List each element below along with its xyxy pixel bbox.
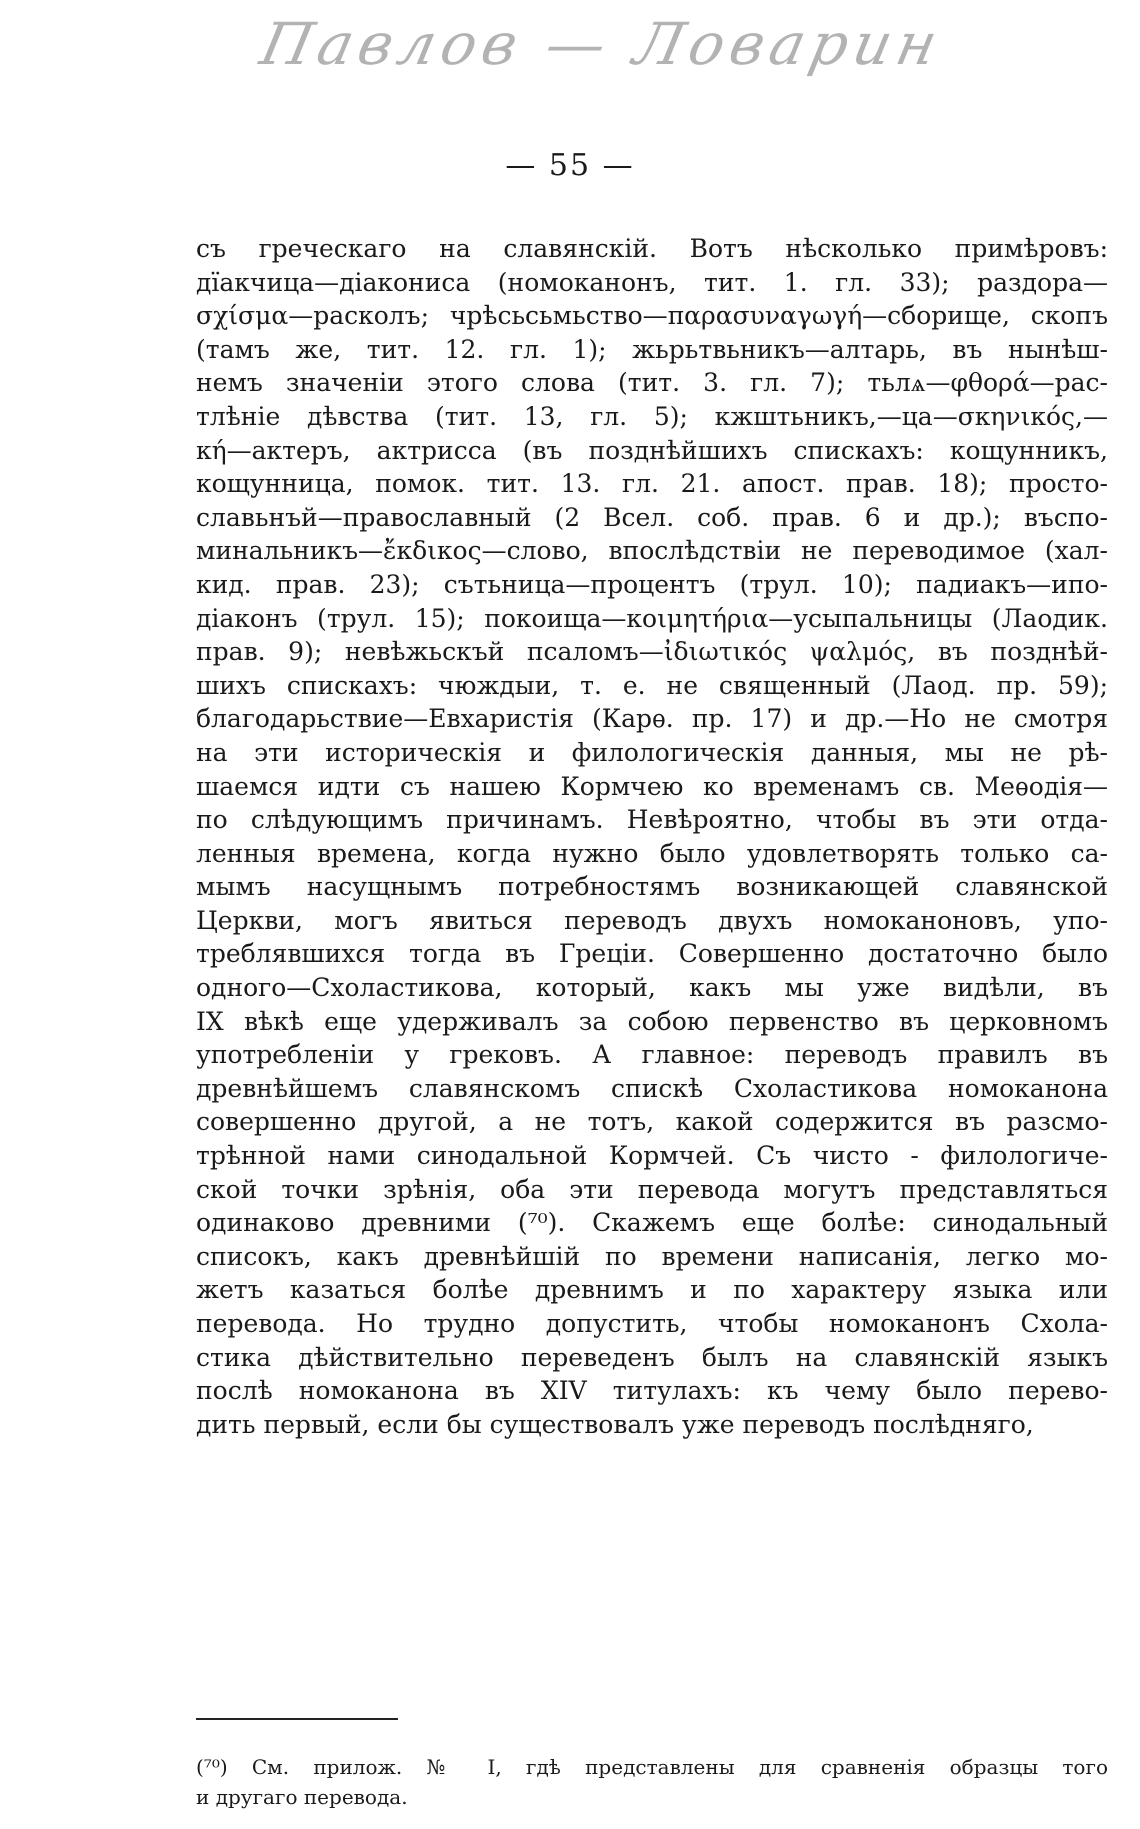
body-text bbox=[196, 232, 1108, 1441]
text-line: послѣ номоканона въ XIV титулахъ: къ чему было перево- bbox=[196, 1376, 1108, 1406]
footnote-rule bbox=[196, 1718, 398, 1720]
text-line: (тамъ же, тит. 12. гл. 1); жьрьтвьникъ—алтарь, въ нынѣш- bbox=[196, 334, 1108, 364]
text-line: σχίσμα—расколъ; чрѣсьсьмьство—παρασυναγωγή—сборище, скопъ bbox=[196, 301, 1108, 331]
text-line: кощунница, помок. тит. 13. гл. 21. апост. прав. 18); просто- bbox=[196, 469, 1108, 499]
text-line: ленныя времена, когда нужно было удовлетворять только са- bbox=[196, 838, 1108, 868]
text-line: Церкви, могъ явиться переводъ двухъ номоканоновъ, упо- bbox=[196, 905, 1108, 935]
footnote bbox=[196, 1752, 1108, 1812]
text-line: шихъ спискахъ: чюждыи, т. е. не священный (Лаод. пр. 59); bbox=[196, 670, 1108, 700]
text-line: IX вѣкѣ еще удерживалъ за собою первенство въ церковномъ bbox=[196, 1006, 1108, 1036]
footnote-line: и другаго перевода. bbox=[196, 1785, 408, 1809]
text-line: употребленіи у грековъ. А главное: переводъ правилъ въ bbox=[196, 1040, 1108, 1070]
text-line: одинаково древними (⁷⁰). Скажемъ еще болѣе: синодальный bbox=[196, 1208, 1108, 1238]
text-line: совершенно другой, а не тотъ, какой содержится въ разсмо- bbox=[196, 1107, 1108, 1137]
text-line: прав. 9); невѣжьскъй псаломъ—ἰδιωτικός ψαλμός, въ позднѣй- bbox=[196, 637, 1108, 667]
text-line: треблявшихся тогда въ Греціи. Совершенно достаточно было bbox=[196, 939, 1108, 969]
text-line: мымъ насущнымъ потребностямъ возникающей славянской bbox=[196, 872, 1108, 902]
text-line: дїакчица—діакониса (номоканонъ, тит. 1. гл. 33); раздора— bbox=[196, 267, 1108, 297]
text-line: кид. прав. 23); сътьница—процентъ (трул. 10); падиакъ—ипо- bbox=[196, 569, 1108, 599]
text-line: немъ значеніи этого слова (тит. 3. гл. 7); тьлѧ—φθορά—рас- bbox=[196, 368, 1108, 398]
text-line: благодарьствие—Евхаристія (Карѳ. пр. 17) и др.—Но не смотря bbox=[196, 704, 1108, 734]
text-line: перевода. Но трудно допустить, чтобы номоканонъ Схола- bbox=[196, 1309, 1108, 1338]
text-line: стика дѣйствительно переведенъ былъ на славянскій языкъ bbox=[196, 1342, 1108, 1372]
text-line: ской точки зрѣнія, оба эти перевода могутъ представляться bbox=[196, 1174, 1108, 1204]
handwritten-note: Павлов — Ловарин bbox=[254, 10, 949, 78]
text-line: трѣнной нами синодальной Кормчей. Съ чисто - филологиче- bbox=[196, 1141, 1108, 1171]
footnote-line: (⁷⁰) См. прилож. № I, гдѣ представлены для сравненія образцы того bbox=[196, 1755, 1108, 1779]
text-line: шаемся идти съ нашею Кормчею ко временамъ св. Меѳодія— bbox=[196, 771, 1108, 801]
text-line: древнѣйшемъ славянскомъ спискѣ Схоластикова номоканона bbox=[196, 1073, 1108, 1103]
text-line: списокъ, какъ древнѣйшій по времени написанія, легко мо- bbox=[196, 1241, 1108, 1271]
text-line: κή—актеръ, актрисса (въ позднѣйшихъ спискахъ: кощунникъ, bbox=[196, 435, 1108, 465]
page-number: — 55 — bbox=[505, 148, 635, 183]
text-line: одного—Схоластикова, который, какъ мы уже видѣли, въ bbox=[196, 973, 1108, 1003]
text-line: съ греческаго на славянскій. Вотъ нѣсколько примѣровъ: bbox=[196, 234, 1108, 263]
text-line: на эти историческія и филологическія данныя, мы не рѣ- bbox=[196, 737, 1108, 767]
text-line: по слѣдующимъ причинамъ. Невѣроятно, чтобы въ эти отда- bbox=[196, 805, 1108, 835]
text-line: дить первый, если бы существовалъ уже переводъ послѣдняго, bbox=[196, 1409, 1034, 1439]
text-line: діаконъ (трул. 15); покоища—κοιμητήρια—усыпальницы (Лаодик. bbox=[196, 603, 1108, 633]
text-line: жетъ казаться болѣе древнимъ и по характеру языка или bbox=[196, 1275, 1108, 1305]
text-line: минальникъ—ἔκδικος—слово, впослѣдствіи не переводимое (хал- bbox=[196, 536, 1108, 566]
text-line: славьнъй—православный (2 Всел. соб. прав. 6 и др.); въспо- bbox=[196, 502, 1108, 532]
text-line: тлѣніе дѣвства (тит. 13, гл. 5); кжштьникъ,—ца—σκηνικός,— bbox=[196, 401, 1108, 431]
